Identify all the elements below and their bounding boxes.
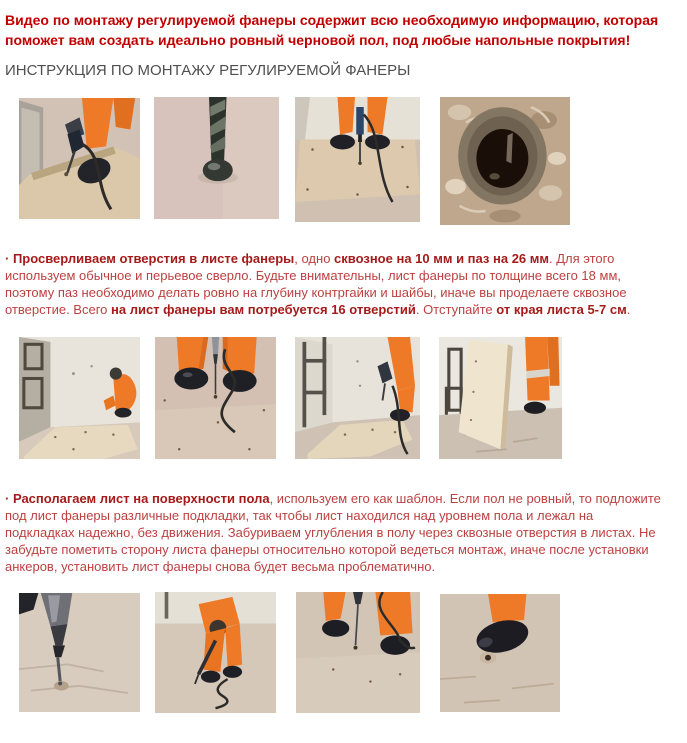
video-frame-drilling-sheet-edge bbox=[19, 98, 140, 219]
drilling-through-sheet-image bbox=[295, 97, 420, 222]
hole-beside-boot-image bbox=[440, 594, 560, 712]
video-frame-hole-beside-boot bbox=[440, 594, 560, 712]
thumbnail-row-3 bbox=[0, 592, 687, 713]
drilling-template-image bbox=[295, 337, 420, 459]
drilling-anchor-image bbox=[296, 592, 420, 713]
video-frame-drilling-through-hole bbox=[295, 97, 420, 222]
intro-text: Видео по монтажу регулируемой фанеры содержит всю необходимую информацию, которая поможет вам создать идеально ровный черновой пол, под любые напольные покрытия! bbox=[5, 12, 659, 48]
page-title: ИНСТРУКЦИЯ ПО МОНТАЖУ РЕГУЛИРУЕМОЙ ФАНЕРЫ bbox=[5, 62, 411, 79]
video-frame-recess-closeup bbox=[440, 97, 570, 225]
sheet-standing-image bbox=[439, 337, 562, 459]
video-frame-drilling-between-feet bbox=[155, 337, 276, 459]
sheet-on-floor-image bbox=[19, 337, 140, 459]
drilling-between-feet-image bbox=[155, 337, 276, 459]
video-frame-drilling-floor-bent bbox=[155, 592, 276, 713]
video-frame-feather-drill-bit bbox=[154, 97, 279, 219]
drilling-sheet-edge-image bbox=[19, 98, 140, 219]
article-plywood-installation bbox=[0, 10, 687, 713]
paragraph-positioning-sheet: · Располагаем лист на поверхности пола, используем его как шаблон. Если пол не ровный, то подложите под лист фанеры различные подкладки, так чтобы лист находился над уровнем пола и лежал на подкладках надежно, без движения. Забуриваем углубления в полу через сквозные отверстия в листах. Не забудьте пометить сторону листа фанеры относительно которой ведеться монтаж, иначе после установки анкеров, установить лист фанеры снова будет весьма проблематично. bbox=[5, 491, 661, 574]
video-frame-drilling-template bbox=[295, 337, 420, 459]
feather-drill-bit-image bbox=[154, 97, 279, 219]
paragraph-drilling-holes: · Просверливаем отверстия в листе фанеры, одно сквозное на 10 мм и паз на 26 мм. Для этого используем обычное и перьевое сверло. Будьте внимательны, лист фанеры по толщине всего 18 мм, поэтому паз необходимо делать ровно на глубину контргайки и шайбы, иначе вы проделаете сквозное отверстие. Всего на лист фанеры вам потребуется 16 отверстий. Отступайте от края листа 5-7 см. bbox=[5, 251, 631, 317]
video-frame-hammer-drill-closeup bbox=[19, 593, 140, 712]
thumbnail-row-1 bbox=[0, 97, 687, 227]
video-frame-sheet-standing bbox=[439, 337, 562, 459]
drilled-recess-image bbox=[440, 97, 570, 225]
video-frame-sheet-on-floor bbox=[19, 337, 140, 459]
hammer-drill-closeup-image bbox=[19, 593, 140, 712]
drilling-floor-bent-image bbox=[155, 592, 276, 713]
thumbnail-row-2 bbox=[0, 337, 687, 459]
video-frame-drilling-anchor-hole bbox=[296, 592, 420, 713]
